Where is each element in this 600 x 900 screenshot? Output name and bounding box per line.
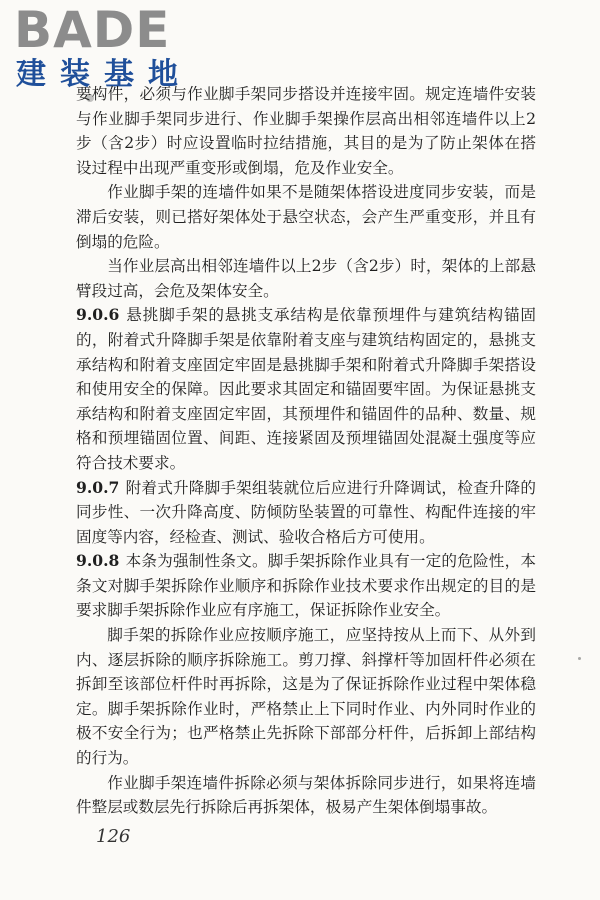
page-number: 126 xyxy=(96,826,131,847)
scan-speck xyxy=(578,657,581,660)
logo-subtitle: 建装基地 xyxy=(16,57,192,92)
clause-number: 9.0.7 xyxy=(76,477,120,497)
clause-9-0-6: 9.0.6 悬挑脚手架的悬挑支承结构是依靠预埋件与建筑结构锚固的，附着式升降脚手架是依靠附着支座与建筑结构固定的，悬挑支承结构和附着支座固定牢固是悬挑脚手架和附着式升降脚手架搭设和使用安全的保障。因此要求其固定和锚固要牢固。为保证悬挑支承结构和附着支座固定牢固，其预埋件和锚固件的品种、数量、规格和预埋锚固位置、间距、连接紧固及预埋锚固处混凝土强度等应符合技术要求。 xyxy=(76,305,536,472)
clause-9-0-7: 9.0.7 附着式升降脚手架组装就位后应进行升降调试，检查升降的同步性、一次升降高度、防倾防坠装置的可靠性、构配件连接的牢固度等内容，经检查、测试、验收合格后方可使用。 xyxy=(76,477,536,546)
paragraph: 脚手架的拆除作业应按顺序施工，应坚持按从上而下、从外到内、逐层拆除的顺序拆除施工。剪刀撑、斜撑杆等加固杆件必须在拆卸至该部位杆件时再拆除，这是为了保证拆除作业过程中架体稳定。脚手架拆除作业时，严格禁止上下同时作业、内外同时作业的极不安全行为；也严格禁止先拆除下部部分杆件，后拆卸上部结构的行为。 xyxy=(76,626,536,768)
logo-wordmark: BADE xyxy=(14,1,171,59)
clause-number: 9.0.6 xyxy=(76,305,120,325)
page-body xyxy=(76,82,536,820)
clause-9-0-8: 9.0.8 本条为强制性条文。脚手架拆除作业具有一定的危险性，本条文对脚手架拆除作业顺序和拆除作业技术要求作出规定的目的是要求脚手架拆除作业应有序施工，保证拆除作业安全。 xyxy=(76,551,536,620)
paragraph: 要构件，必须与作业脚手架同步搭设并连接牢固。规定连墙件安装与作业脚手架同步进行、作业脚手架操作层高出相邻连墙件以上2步（含2步）时应设置临时拉结措施，其目的是为了防止架体在搭设过程中出现严重变形或倒塌，危及作业安全。 xyxy=(76,85,536,177)
paragraph: 作业脚手架的连墙件如果不是随架体搭设进度同步安装，而是滞后安装，则已搭好架体处于悬空状态，会产生严重变形，并且有倒塌的危险。 xyxy=(76,183,536,251)
paragraph: 当作业层高出相邻连墙件以上2步（含2步）时，架体的上部悬臂段过高，会危及架体安全。 xyxy=(76,257,536,300)
clause-number: 9.0.8 xyxy=(76,551,120,571)
paragraph: 作业脚手架连墙件拆除必须与架体拆除同步进行，如果将连墙件整层或数层先行拆除后再拆架体，极易产生架体倒塌事故。 xyxy=(76,773,536,817)
